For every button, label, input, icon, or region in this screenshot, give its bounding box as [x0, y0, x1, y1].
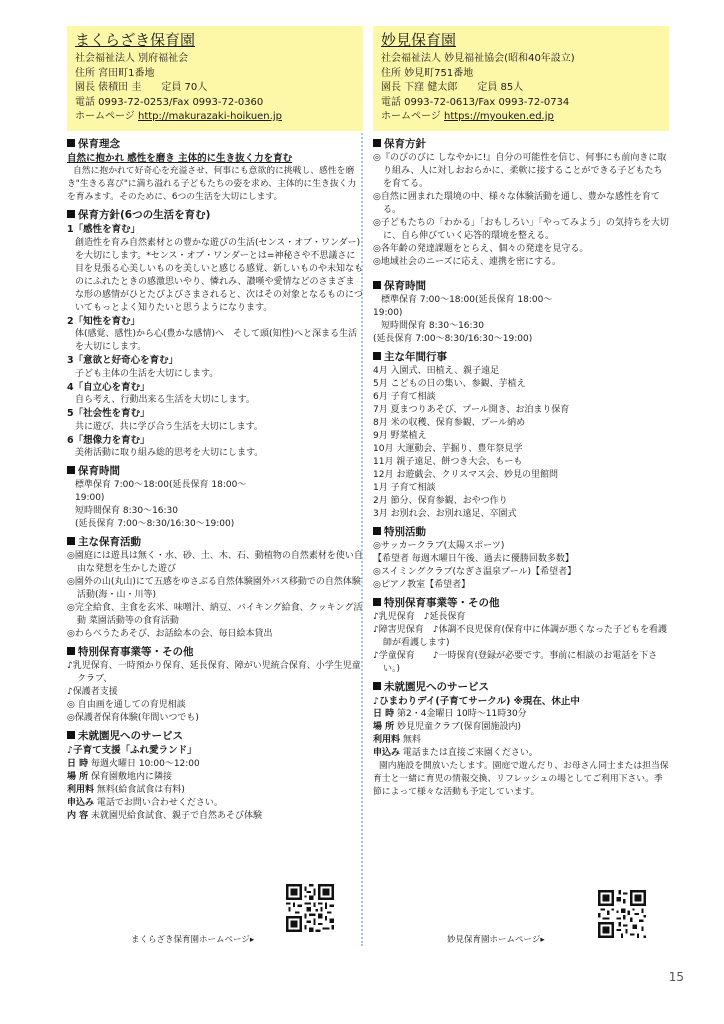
info-line: 社会福祉法人 妙見福祉協会(昭和40年設立)	[381, 53, 575, 64]
event-item: 6月 子育て相談	[373, 391, 436, 402]
nonenrolled-row: 日 時 第2・4金曜日 10時～11時30分	[373, 709, 527, 719]
page-number: 15	[668, 970, 684, 984]
special-item: ◎保護者保育体験(年間いつでも)	[67, 713, 199, 723]
special-item: ♪保護者支援	[67, 687, 118, 697]
club-item: ◎ピアノ教室【希望者】	[373, 579, 471, 590]
myouken-qr-caption: 妙見保育園ホームページ▸	[447, 935, 545, 945]
club-item: 【希望者 毎週木曜日午後、過去に優勝回数多数】	[373, 553, 574, 564]
hours-line: (延長保育 7:00～8:30/16:30～19:00)	[75, 519, 235, 529]
square-bullet-icon	[373, 598, 381, 606]
hours-line: 標準保育 7:00～18:00(延長保育 18:00～	[381, 294, 553, 305]
club-item: ◎サッカークラブ(太陽スポーツ)	[373, 540, 505, 551]
events-heading: 主な年間行事	[373, 350, 669, 365]
special-heading: 特別保育事業等・その他	[373, 596, 669, 611]
info-line: 住所 妙見町751番地	[381, 67, 474, 79]
event-item: 2月 節分、保育参観、おやつ作り	[373, 495, 508, 506]
homepage-link[interactable]: https://myouken.ed.jp	[443, 111, 554, 122]
policy-item-body: 体(感覚、感性)から心(豊かな感情)へ そして頭(知性)へと深まる生活を大切にします。	[75, 329, 358, 352]
nonenrolled-row: 日 時 毎週火曜日 10:00～12:00	[67, 758, 200, 769]
square-bullet-icon	[67, 210, 75, 218]
hours-line: 短時間保育 8:30～16:30	[75, 506, 179, 516]
event-item: 4月 入園式、田植え、親子遠足	[373, 365, 500, 376]
nonenrolled-heading: 未就園児へのサービス	[373, 680, 669, 695]
hours-heading: 保育時間	[373, 279, 669, 294]
event-item: 12月 お遊戯会、クリスマス会、妙見の里館問	[373, 469, 558, 480]
policy-item-body: 美術活動に取り組み総的思考を大切にします。	[75, 448, 264, 458]
square-bullet-icon	[67, 466, 75, 474]
philosophy-heading: 保育理念	[67, 137, 363, 152]
policy-item-title: 2「知性を育む」	[67, 315, 141, 327]
policy-item-title: 4「自立心を育む」	[67, 381, 150, 393]
makurazaki-column	[67, 26, 363, 823]
nonenrolled-row: 申込み 電話でお問い合わせください。	[67, 797, 223, 808]
makurazaki-info-box	[67, 26, 363, 131]
square-bullet-icon	[373, 352, 381, 360]
makurazaki-qr-code[interactable]	[286, 884, 334, 932]
square-bullet-icon	[67, 731, 75, 739]
myouken-info-box	[373, 26, 669, 131]
special-heading: 特別保育事業等・その他	[67, 645, 363, 660]
event-item: 3月 お別れ会、お別れ遠足、卒園式	[373, 508, 517, 519]
philosophy-subheading: 自然に抱かれ 感性を磨き 主体的に生き抜く力を育む	[67, 152, 293, 164]
event-item: 5月 こどもの日の集い、参観、芋植え	[373, 378, 526, 389]
hours-line: 短時間保育 8:30～16:30	[381, 320, 485, 331]
special-item: ♪乳児保育 ♪延長保育	[373, 611, 466, 622]
info-line: 園長 下窪 健太郎 定員 85人	[381, 82, 524, 93]
homepage-label: ホームページ	[381, 111, 444, 122]
nonenrolled-row: 利用料 無料	[373, 735, 421, 745]
event-item: 8月 米の収穫、保育参観、プール納め	[373, 417, 526, 428]
event-item: 10月 大運動会、芋掘り、豊年祭見学	[373, 443, 523, 454]
homepage-label: ホームページ	[75, 111, 138, 122]
policy-item-title: 3「意欲と好奇心を育む」	[67, 355, 179, 366]
activities-heading: 主な保育活動	[67, 535, 363, 550]
policy-item: ◎『のびのびに しなやかに!』自分の可能性を信じ、何事にも前向きに取り組み、人に対しおおらかに、柔軟に接することができる子どもたちを育てる。	[373, 152, 667, 189]
nonenrolled-row: 申込み 電話または直接ご来園ください。	[373, 748, 538, 758]
hours-line: 19:00)	[373, 307, 403, 318]
policy-item-body: 共に遊び、共に学び合う生活を大切にします。	[75, 421, 263, 432]
event-item: 9月 野菜植え	[373, 430, 427, 441]
policy-item-title: 5「社会性を育む」	[67, 408, 150, 419]
activity-item: ◎園外の山(丸山)にて五感をゆさぶる自然体験園外バス移動での自然体験活動(海・山・川等)	[67, 577, 361, 600]
hours-line: (延長保育 7:00～8:30/16:30～19:00)	[373, 333, 533, 344]
clubs-heading: 特別活動	[373, 525, 669, 540]
policy-item: ◎自然に囲まれた環境の中、様々な体験活動を通し、豊かな感性を育てる。	[373, 191, 660, 215]
nonenrolled-row: 内 容 未就園児給食試食、親子で自然あそび体験	[67, 810, 263, 821]
policy-item-body: 創造性を育み自然素材との豊かな遊びの生活(センス・オブ・ワンダー)を大切にします。*センス・オブ・ワンダーとは=神秘さや不思議さに目を見張る心美しいものを美しいと感じる感覚、新しいものや未知なものにふれたときの感激思いやり、憐れみ、讃嘆や愛情などのさまざまな形の感情がひとたびよびさまされると、次はその対象となるものについてもっとよく知りたいと思うようになります。	[75, 237, 364, 313]
nonenrolled-title: ♪子育て支援「ふれ愛ランド」	[67, 745, 197, 756]
special-item: ♪学童保育 ♪一時保育(登録が必要です。事前に相談のお電話を下さい。)	[373, 650, 658, 674]
makurazaki-qr-caption: まくらざき保育園ホームページ▸	[131, 935, 255, 945]
special-item: ◎ 自由画を通しての育児相談	[67, 700, 186, 710]
info-line: 電話 0993-72-0613/Fax 0993-72-0734	[381, 96, 570, 108]
special-item: ♪障害児保育 ♪体調不良児保育(保育中に体調が悪くなった子どもを看護師が看護します)	[373, 624, 668, 648]
nonenrolled-heading: 未就園児へのサービス	[67, 729, 363, 744]
policy-item: ◎地域社会のニーズに応え、連携を密にする。	[373, 256, 561, 267]
activity-item: ◎わらべうたあそび、お話絵本の会、毎日絵本貸出	[67, 629, 273, 639]
hours-heading: 保育時間	[67, 464, 363, 479]
policy-item-title: 1「感性を育む」	[67, 224, 141, 235]
myouken-column	[373, 26, 669, 799]
myouken-qr-code[interactable]	[598, 890, 646, 938]
policy-item-body: 自ら考え、行動出来る生活を大切にします。	[75, 395, 255, 405]
info-line: 住所 宮田町1番地	[75, 67, 155, 79]
square-bullet-icon	[373, 281, 381, 289]
event-item: 1月 子育て相談	[373, 482, 436, 493]
square-bullet-icon	[373, 139, 381, 147]
activity-item: ◎完全給食、主食を玄米、味噌汁、納豆、バイキング給食、クッキング活動 菜園活動等の食育活動	[67, 603, 363, 626]
hours-line: 19:00)	[75, 493, 105, 503]
policy-item: ◎各年齢の発達課題をとらえ、個々の発達を見守る。	[373, 243, 589, 254]
square-bullet-icon	[67, 537, 75, 545]
nonenrolled-body: 園内施設を開放いたします。園庭で遊んだり、お母さん同士または担当保育士と一緒に育児の情報交換、リフレッシュの場としてご利用下さい。季節によって様々な活動も予定しています。	[373, 761, 669, 797]
club-item: ◎スイミングクラブ(なぎさ温泉プール)【希望者】	[373, 566, 577, 577]
info-line: 社会福祉法人 別府福祉会	[75, 53, 189, 64]
activity-item: ◎園庭には遊具は無く・水、砂、土、木、石、動植物の自然素材を使い自由な発想を生かした遊び	[67, 551, 363, 574]
policy-heading: 保育方針	[373, 137, 669, 152]
policy-item: ◎子どもたちの「わかる」「おもしろい」「やってみよう」の気持ちを大切に、自ら伸びていく応答的環境を整える。	[373, 217, 669, 241]
hours-line: 標準保育 7:00～18:00(延長保育 18:00～	[75, 480, 247, 490]
nonenrolled-row: 場 所 妙見児童クラブ(保育園施設内)	[373, 722, 522, 732]
square-bullet-icon	[373, 682, 381, 690]
event-item: 11月 親子遠足、餅つき大会、もーも	[373, 456, 523, 467]
info-line: 電話 0993-72-0253/Fax 0993-72-0360	[75, 96, 264, 108]
policy-item-title: 6「想像力を育む」	[67, 434, 150, 446]
nonenrolled-row: 利用料 無料(給食試食は有料)	[67, 784, 185, 795]
event-item: 7月 夏まつりあそび、プール開き、お泊まり保育	[373, 404, 570, 415]
nonenrolled-row: 場 所 保育園敷地内に隣接	[67, 771, 173, 782]
homepage-line	[381, 110, 661, 125]
policy-item-body: 子ども主体の生活を大切にします。	[75, 368, 219, 379]
myouken-title: 妙見保育園	[381, 31, 457, 49]
philosophy-body: 自然に抱かれて好奇心を充溢させ、何事にも意欲的に挑戦し、感性を磨き"生きる喜び"に満ち溢れる子どもたちの姿を求め、主体的に生き抜く力を育みます。そのために、6つの生活を大切にします。	[67, 166, 357, 202]
nonenrolled-title: ♪ひまわりデイ(子育てサークル) ※現在、休止中	[373, 695, 580, 707]
square-bullet-icon	[67, 647, 75, 655]
square-bullet-icon	[67, 139, 75, 147]
makurazaki-title: まくらざき保育園	[75, 31, 196, 49]
special-item: ♪乳児保育、一時預かり保育、延長保育、障がい児統合保育、小学生児童クラブ、	[67, 661, 361, 684]
homepage-link[interactable]: http://makurazaki-hoikuen.jp	[137, 111, 282, 122]
homepage-line	[75, 110, 355, 125]
policy-heading: 保育方針(6つの生活を育む)	[67, 208, 363, 223]
info-line: 園長 俵積田 圭 定員 70人	[75, 82, 208, 93]
square-bullet-icon	[373, 527, 381, 535]
